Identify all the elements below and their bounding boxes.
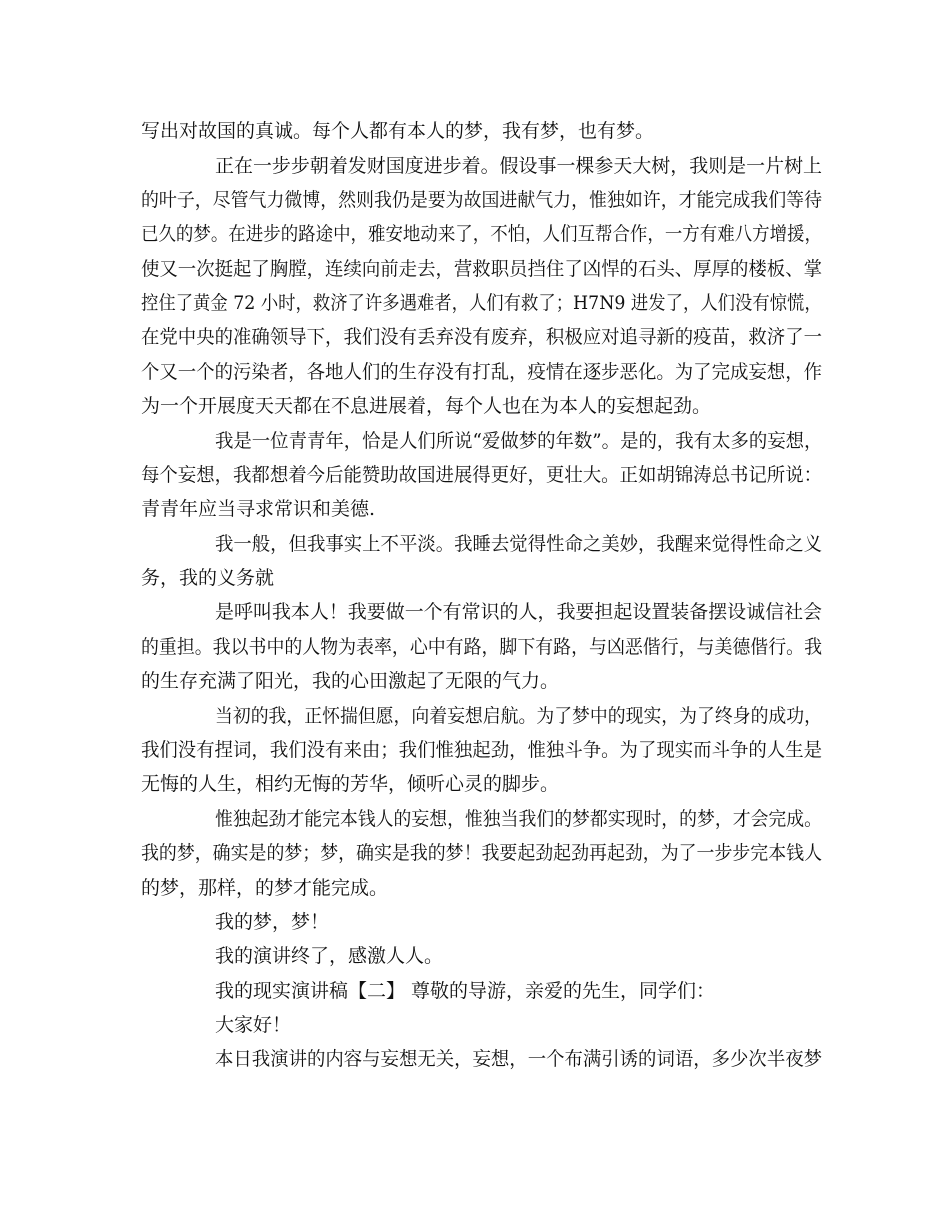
text-line: 在党中央的准确领导下，我们没有丢弃没有废弃，积极应对追寻新的疫苗，救济了一	[141, 326, 823, 348]
text-line: 大家好！	[215, 1014, 292, 1036]
text-line: 的生存充满了阳光，我的心田激起了无限的气力。	[141, 670, 560, 692]
text-line: 正在一步步朝着发财国度进步着。假设事一棵参天大树，我则是一片树上	[215, 155, 823, 177]
text-line: 我的梦，梦！	[215, 911, 330, 933]
text-line: 写出对故国的真诚。每个人都有本人的梦，我有梦，也有梦。	[141, 120, 655, 142]
text-line: 的重担。我以书中的人物为表率，心中有路，脚下有路，与凶恶偕行，与美德偕行。我	[141, 636, 823, 658]
text-line: 无悔的人生，相约无悔的芳华，倾听心灵的脚步。	[141, 773, 560, 795]
text-line: 每个妄想，我都想着今后能赞助故国进展得更好，更壮大。正如胡锦涛总书记所说：	[141, 464, 823, 486]
text-line: 是呼叫我本人！我要做一个有常识的人，我要担起设置装备摆设诚信社会	[215, 601, 823, 623]
text-line: 我一般，但我事实上不平淡。我睡去觉得性命之美妙，我醒来觉得性命之义	[215, 533, 823, 555]
text-line: 使又一次挺起了胸膛，连续向前走去，营救职员挡住了凶悍的石头、厚厚的楼板、掌	[141, 258, 823, 280]
text-line: 为一个开展度天天都在不息进展着，每个人也在为本人的妄想起劲。	[141, 395, 712, 417]
text-line: 我们没有捏词，我们没有来由；我们惟独起劲，惟独斗争。为了现实而斗争的人生是	[141, 739, 823, 761]
text-line: 的叶子，尽管气力微博，然则我仍是要为故国进献气力，惟独如许，才能完成我们等待	[141, 189, 823, 211]
text-line: 当初的我，正怀揣但愿，向着妄想启航。为了梦中的现实，为了终身的成功，	[215, 705, 822, 727]
text-line: 青青年应当寻求常识和美德.	[141, 498, 376, 520]
text-line: 我是一位青青年，恰是人们所说“爱做梦的年数”。是的，我有太多的妄想，	[215, 430, 823, 452]
text-line: 惟独起劲才能完本钱人的妄想，惟独当我们的梦都实现时，的梦，才会完成。	[215, 808, 822, 830]
text-line: 个又一个的污染者，各地人们的生存没有打乱，疫情在逐步恶化。为了完成妄想，作	[141, 361, 823, 383]
text-line: 的梦，那样，的梦才能完成。	[141, 877, 389, 899]
text-line: 我的梦，确实是的梦；梦，确实是我的梦！我要起劲起劲再起劲，为了一步步完本钱人	[141, 842, 823, 864]
text-line: 务，我的义务就	[141, 567, 275, 589]
text-line: 本日我演讲的内容与妄想无关，妄想，一个布满引诱的词语，多少次半夜梦	[215, 1048, 823, 1070]
text-line: 控住了黄金 72 小时，救济了许多遇难者，人们有救了；H7N9 进发了，人们没有惊慌，	[141, 292, 822, 314]
text-line: 已久的梦。在进步的路途中，雅安地动来了，不怕，人们互帮合作，一方有难八方增援，	[141, 223, 822, 245]
text-line: 我的演讲终了，感激人人。	[215, 945, 444, 967]
text-line: 我的现实演讲稿【二】 尊敬的导游，亲爱的先生，同学们：	[215, 980, 716, 1002]
